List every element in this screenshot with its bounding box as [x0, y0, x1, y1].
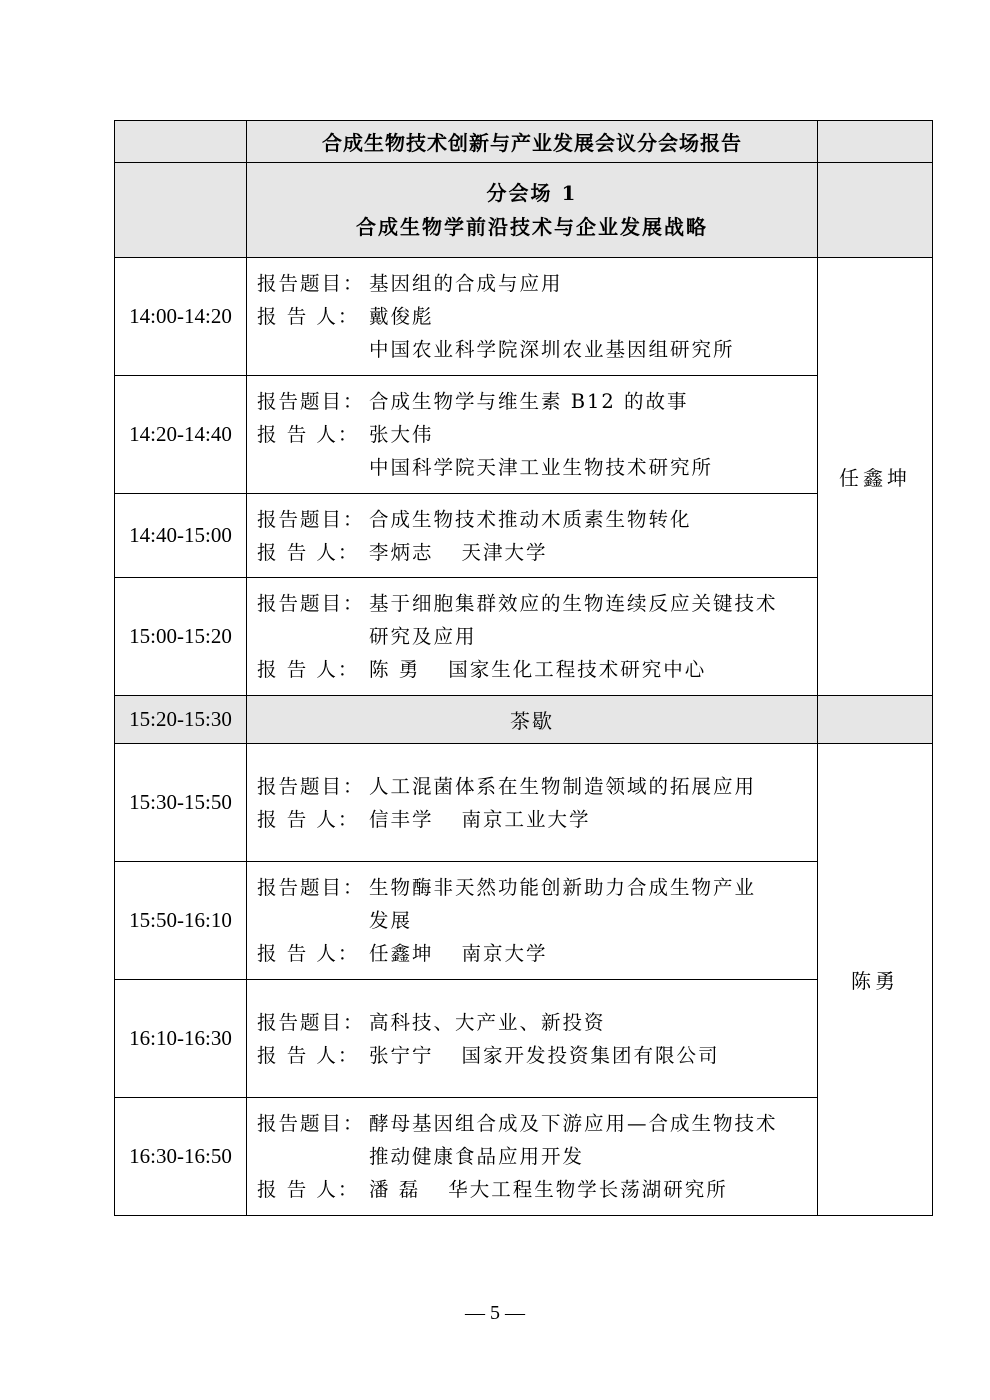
speaker-label: 报 告 人：	[257, 540, 360, 564]
topic-label: 报告题目：	[257, 774, 365, 798]
speaker-label: 报 告 人：	[257, 1043, 360, 1067]
session-empty-host-cell	[818, 163, 933, 258]
talk-speaker: 李炳志	[369, 540, 434, 564]
break-row	[115, 696, 933, 744]
talk-title-cont: 研究及应用	[369, 625, 477, 648]
talk-title: 人工混菌体系在生物制造领域的拓展应用	[369, 774, 757, 798]
talk-content	[247, 744, 818, 862]
talk-speaker: 任鑫坤	[369, 942, 434, 965]
topic-label: 报告题目：	[257, 507, 365, 531]
speaker-label: 报 告 人：	[257, 1178, 360, 1201]
session-subtitle: 合成生物学前沿技术与企业发展战略	[356, 215, 708, 239]
talk-row	[115, 862, 933, 980]
talk-speaker: 陈 勇	[369, 658, 421, 681]
session-empty-time-cell	[115, 163, 247, 258]
talk-affiliation: 国家生化工程技术研究中心	[448, 658, 707, 681]
talk-row	[115, 980, 933, 1098]
talk-time: 15:30-15:50	[115, 744, 247, 862]
talk-time: 14:20-14:40	[115, 376, 247, 494]
topic-label: 报告题目：	[257, 592, 365, 615]
talk-content	[247, 376, 818, 494]
speaker-label: 报 告 人：	[257, 807, 360, 831]
talk-title: 高科技、大产业、新投资	[369, 1010, 606, 1034]
speaker-label: 报 告 人：	[257, 305, 360, 328]
talk-time: 14:40-15:00	[115, 494, 247, 578]
session-header	[247, 163, 818, 258]
talk-row	[115, 494, 933, 578]
talk-speaker: 潘 磊	[369, 1178, 421, 1201]
speaker-label: 报 告 人：	[257, 658, 360, 681]
talk-title: 合成生物学与维生素 B12 的故事	[369, 390, 689, 413]
break-label: 茶歇	[247, 696, 818, 744]
topic-label: 报告题目：	[257, 1010, 365, 1034]
talk-title: 酵母基因组合成及下游应用—合成生物技术	[369, 1112, 778, 1135]
speaker-label: 报 告 人：	[257, 423, 360, 446]
talk-row	[115, 578, 933, 696]
talk-affiliation: 中国科学院天津工业生物技术研究所	[369, 456, 714, 479]
talk-row	[115, 744, 933, 862]
talk-speaker: 张宁宁	[369, 1043, 434, 1067]
table-title: 合成生物技术创新与产业发展会议分会场报告	[247, 121, 818, 163]
topic-label: 报告题目：	[257, 272, 365, 295]
talk-time: 15:00-15:20	[115, 578, 247, 696]
title-empty-host-cell	[818, 121, 933, 163]
talk-title-cont: 发展	[369, 909, 413, 932]
title-empty-time-cell	[115, 121, 247, 163]
talk-affiliation: 南京工业大学	[461, 807, 591, 831]
talk-row	[115, 258, 933, 376]
page-number: — 5 —	[465, 1302, 525, 1324]
talk-affiliation: 南京大学	[461, 942, 548, 965]
talk-time: 15:50-16:10	[115, 862, 247, 980]
talk-affiliation: 中国农业科学院深圳农业基因组研究所	[369, 338, 735, 361]
talk-row	[115, 376, 933, 494]
talk-time: 16:10-16:30	[115, 980, 247, 1098]
talk-time: 14:00-14:20	[115, 258, 247, 376]
talk-affiliation: 国家开发投资集团有限公司	[461, 1043, 720, 1067]
talk-title: 基因组的合成与应用	[369, 272, 563, 295]
session-header-row	[115, 163, 933, 258]
talk-content	[247, 1098, 818, 1216]
talk-title-cont: 推动健康食品应用开发	[369, 1145, 585, 1168]
talk-speaker: 戴俊彪	[369, 305, 434, 328]
break-time: 15:20-15:30	[115, 696, 247, 744]
talk-content	[247, 494, 818, 578]
session-name: 分会场 1	[486, 181, 578, 205]
talk-affiliation: 天津大学	[461, 540, 548, 564]
talk-speaker: 张大伟	[369, 423, 434, 446]
topic-label: 报告题目：	[257, 876, 365, 899]
talk-row	[115, 1098, 933, 1216]
talk-speaker: 信丰学	[369, 807, 434, 831]
topic-label: 报告题目：	[257, 1112, 365, 1135]
host-2: 陈勇	[818, 744, 933, 1216]
talk-time: 16:30-16:50	[115, 1098, 247, 1216]
table-title-row	[115, 121, 933, 163]
talk-content	[247, 258, 818, 376]
talk-content	[247, 578, 818, 696]
talk-content	[247, 980, 818, 1098]
talk-affiliation: 华大工程生物学长荡湖研究所	[448, 1178, 728, 1201]
talk-content	[247, 862, 818, 980]
schedule-table	[114, 120, 933, 1216]
break-empty-host-cell	[818, 696, 933, 744]
speaker-label: 报 告 人：	[257, 942, 360, 965]
topic-label: 报告题目：	[257, 390, 365, 413]
talk-title: 基于细胞集群效应的生物连续反应关键技术	[369, 592, 778, 615]
talk-title: 生物酶非天然功能创新助力合成生物产业	[369, 876, 757, 899]
host-1: 任鑫坤	[818, 258, 933, 696]
talk-title: 合成生物技术推动木质素生物转化	[369, 507, 692, 531]
